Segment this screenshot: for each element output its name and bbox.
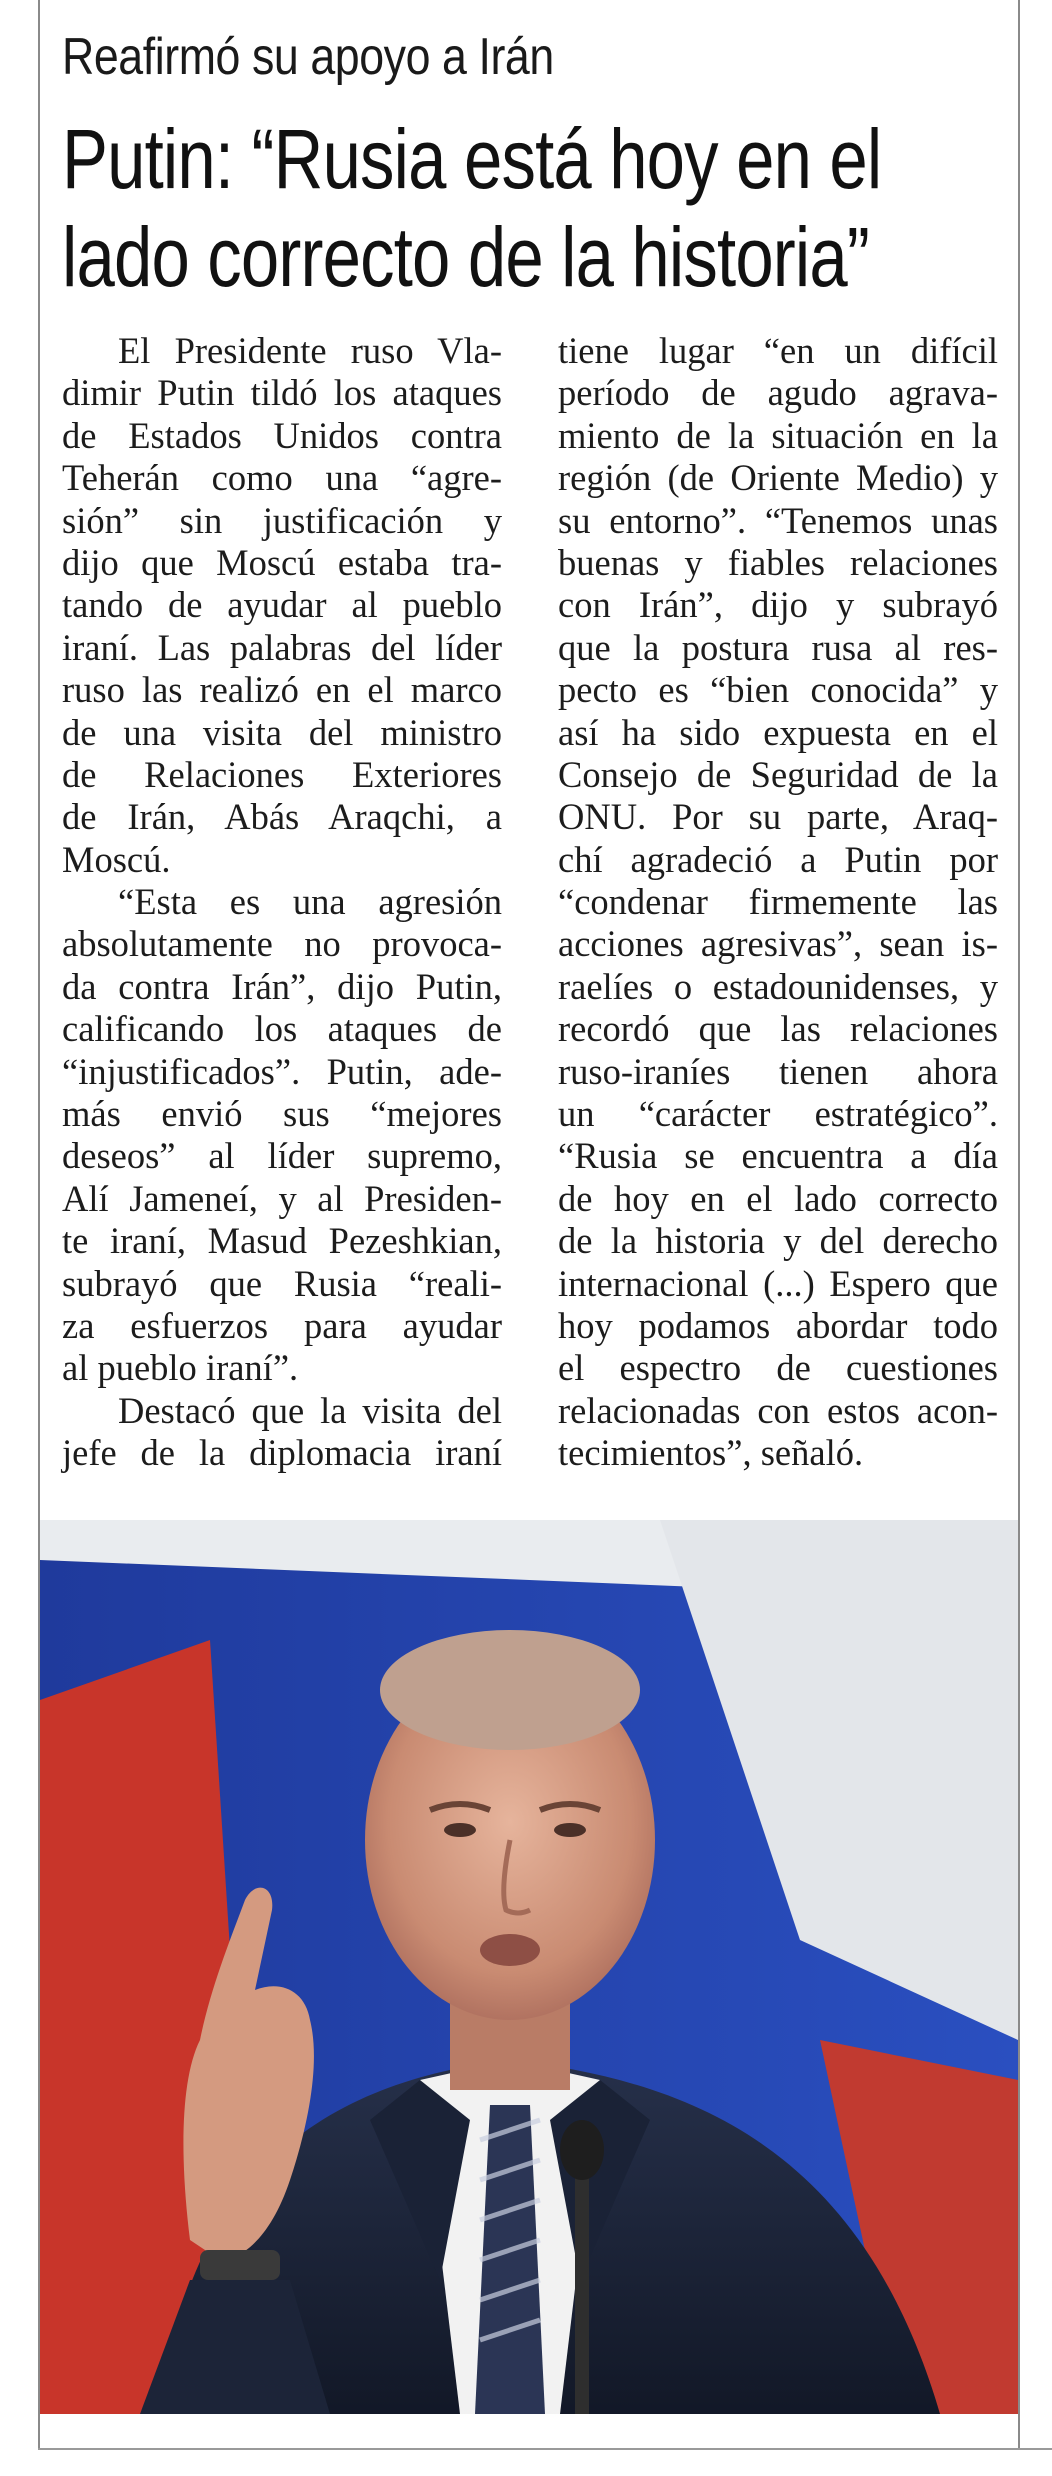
body-text-line: con Irán”, dijo y subrayó	[558, 584, 998, 626]
body-text-line: de una visita del ministro	[62, 711, 502, 753]
body-text-line: de Relaciones Exteriores	[62, 753, 502, 795]
body-text-line: Destacó que la visita del	[118, 1389, 502, 1431]
article-headline	[62, 110, 980, 306]
body-text-line: ONU. Por su parte, Araq-	[558, 796, 998, 838]
body-text-line: de Estados Unidos contra	[62, 414, 502, 456]
body-text-line: pecto es “bien conocida” y	[558, 669, 998, 711]
article-body-left-column	[62, 330, 502, 1475]
body-text-line: más envió sus “mejores	[62, 1093, 502, 1135]
article-photo	[40, 1520, 1018, 2414]
body-text-line: dimir Putin tildó los ataques	[62, 372, 502, 414]
body-text-line: Consejo de Seguridad de la	[558, 753, 998, 795]
headline-line: lado correcto de la historia”	[62, 210, 870, 304]
body-text-line: Alí Jameneí, y al Presiden-	[62, 1177, 502, 1219]
body-text-line: al pueblo iraní”.	[62, 1347, 299, 1389]
putin-pointing-photo	[40, 1520, 1018, 2414]
body-text-line: dijo que Moscú estaba tra-	[62, 541, 502, 583]
body-text-line: raelíes o estadounidenses, y	[558, 965, 998, 1007]
body-text-line: período de agudo agrava-	[558, 372, 998, 414]
headline-line: Putin: “Rusia está hoy en el	[62, 112, 882, 206]
body-text-line: tecimientos”, señaló.	[558, 1432, 864, 1474]
body-text-line: que la postura rusa al res-	[558, 626, 998, 668]
body-text-line: jefe de la diplomacia iraní	[62, 1432, 502, 1474]
body-text-line: ruso las realizó en el marco	[62, 669, 502, 711]
body-text-line: deseos” al líder supremo,	[62, 1135, 502, 1177]
body-text-line: así ha sido expuesta en el	[558, 711, 998, 753]
body-text-line: hoy podamos abordar todo	[558, 1304, 998, 1346]
body-text-line: sión” sin justificación y	[62, 499, 502, 541]
page-bottom-rule	[38, 2448, 1052, 2450]
body-text-line: calificando los ataques de	[62, 1008, 502, 1050]
body-text-line: región (de Oriente Medio) y	[558, 457, 998, 499]
body-text-line: de hoy en el lado correcto	[558, 1177, 998, 1219]
body-text-line: de Irán, Abás Araqchi, a	[62, 796, 502, 838]
body-text-line: “condenar firmemente las	[558, 881, 998, 923]
body-text-line: Moscú.	[62, 838, 171, 880]
body-text-line: un “carácter estratégico”.	[558, 1093, 998, 1135]
body-text-line: te iraní, Masud Pezeshkian,	[62, 1220, 502, 1262]
body-text-line: da contra Irán”, dijo Putin,	[62, 965, 502, 1007]
article-kicker: Reafirmó su apoyo a Irán	[62, 28, 554, 86]
body-text-line: tiene lugar “en un difícil	[558, 330, 998, 371]
body-text-line: absolutamente no provoca-	[62, 923, 502, 965]
body-text-line: internacional (...) Espero que	[558, 1262, 998, 1304]
body-text-line: Teherán como una “agre-	[62, 457, 502, 499]
body-text-line: relacionadas con estos acon-	[558, 1389, 998, 1431]
body-text-line: miento de la situación en la	[558, 414, 998, 456]
body-text-line: “Esta es una agresión	[118, 881, 502, 923]
body-text-line: su entorno”. “Tenemos unas	[558, 499, 998, 541]
body-text-line: recordó que las relaciones	[558, 1008, 998, 1050]
body-text-line: acciones agresivas”, sean is-	[558, 923, 998, 965]
body-text-line: chí agradeció a Putin por	[558, 838, 998, 880]
body-text-line: subrayó que Rusia “reali-	[62, 1262, 502, 1304]
body-text-line: el espectro de cuestiones	[558, 1347, 998, 1389]
body-text-line: za esfuerzos para ayudar	[62, 1304, 502, 1346]
article-body-right-column	[558, 330, 998, 1475]
body-text-line: “injustificados”. Putin, ade-	[62, 1050, 502, 1092]
body-text-line: buenas y fiables relaciones	[558, 541, 998, 583]
body-text-line: iraní. Las palabras del líder	[62, 626, 502, 668]
body-text-line: ruso-iraníes tienen ahora	[558, 1050, 998, 1092]
body-text-line: de la historia y del derecho	[558, 1220, 998, 1262]
body-text-line: El Presidente ruso Vla-	[118, 330, 502, 371]
body-text-line: tando de ayudar al pueblo	[62, 584, 502, 626]
body-text-line: “Rusia se encuentra a día	[558, 1135, 998, 1177]
